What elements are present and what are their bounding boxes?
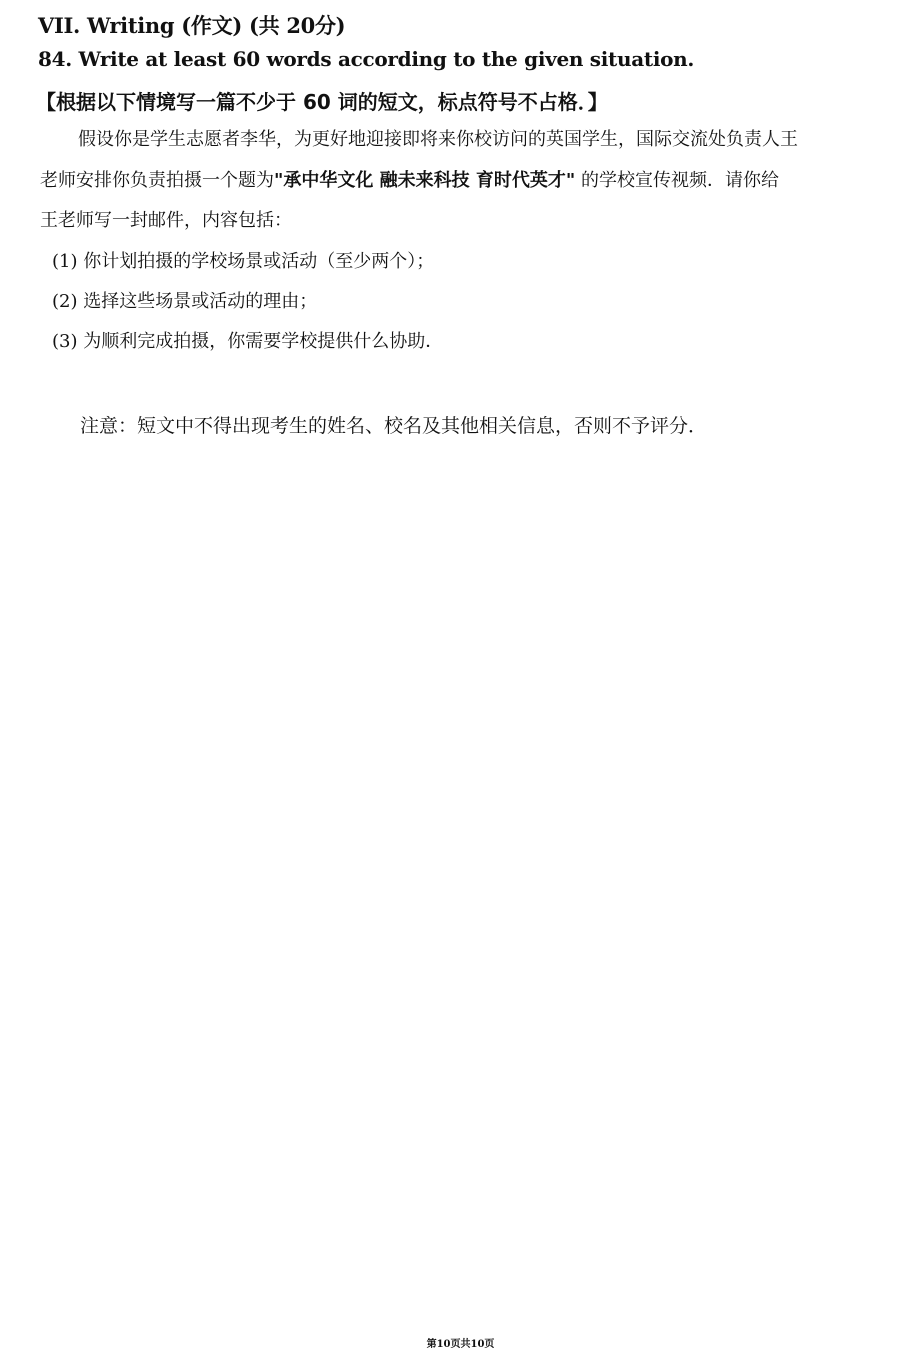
- prompt-line-2-before: 老师安排你负责拍摄一个题为: [40, 170, 274, 191]
- page-number: 第10页共10页: [426, 1339, 495, 1350]
- content-item-1: (1) 你计划拍摄的学校场景或活动（至少两个）；: [52, 251, 435, 272]
- video-slogan: "承中华文化 融未来科技 育时代英才": [274, 170, 576, 191]
- prompt-line-2-after: 的学校宣传视频．请你给: [575, 170, 780, 191]
- prompt-line-3: 王老师写一封邮件，内容包括：: [40, 210, 292, 231]
- content-item-2: (2) 选择这些场景或活动的理由；: [52, 291, 318, 312]
- section-title: VII. Writing (作文) (共 20分): [38, 13, 346, 38]
- prompt-line-2: [40, 166, 779, 192]
- instruction-text: 【根据以下情境写一篇不少于 60 词的短文，标点符号不占格．】: [36, 90, 608, 114]
- content-item-3: (3) 为顺利完成拍摄，你需要学校提供什么协助．: [52, 331, 444, 352]
- attention-note: 注意：短文中不得出现考生的姓名、校名及其他相关信息，否则不予评分．: [80, 415, 708, 437]
- prompt-line-1: 假设你是学生志愿者李华，为更好地迎接即将来你校访问的英国学生，国际交流处负责人王: [78, 129, 798, 150]
- question-heading: 84. Write at least 60 words according to the given situation.: [38, 47, 695, 71]
